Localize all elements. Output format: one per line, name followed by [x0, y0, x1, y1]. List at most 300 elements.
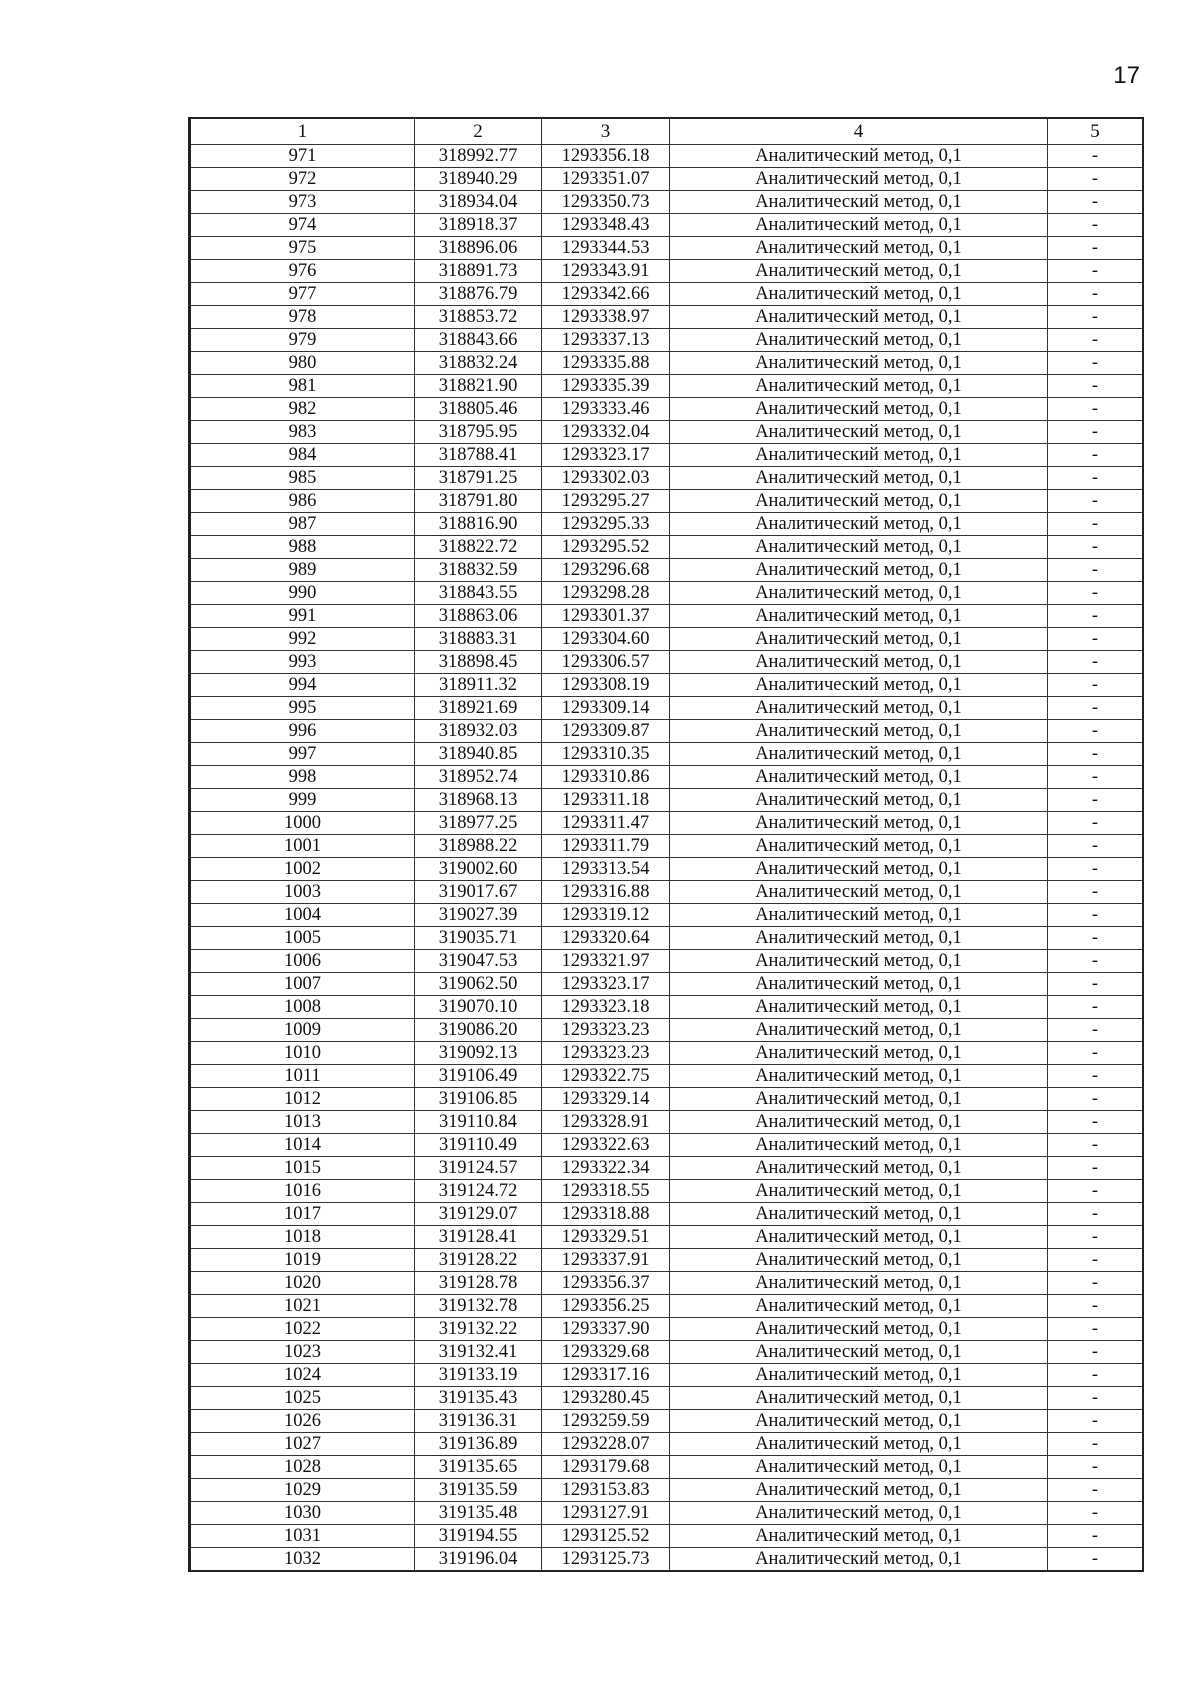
x-coordinate-cell: 318788.41 — [415, 444, 542, 467]
note-cell: - — [1048, 1249, 1144, 1272]
x-coordinate-cell: 318832.59 — [415, 559, 542, 582]
table-row — [190, 766, 1144, 789]
table-row — [190, 1387, 1144, 1410]
point-number-cell: 998 — [190, 766, 415, 789]
y-coordinate-cell: 1293304.60 — [542, 628, 670, 651]
table-row — [190, 927, 1144, 950]
method-accuracy-cell: Аналитический метод, 0,1 — [670, 214, 1048, 237]
table-row — [190, 605, 1144, 628]
note-cell: - — [1048, 582, 1144, 605]
note-cell: - — [1048, 628, 1144, 651]
x-coordinate-cell: 318821.90 — [415, 375, 542, 398]
table-header — [190, 118, 1144, 145]
y-coordinate-cell: 1293329.14 — [542, 1088, 670, 1111]
table-row — [190, 1525, 1144, 1548]
x-coordinate-cell: 318952.74 — [415, 766, 542, 789]
table-row — [190, 1341, 1144, 1364]
x-coordinate-cell: 319135.65 — [415, 1456, 542, 1479]
table-row — [190, 789, 1144, 812]
y-coordinate-cell: 1293329.68 — [542, 1341, 670, 1364]
point-number-cell: 1006 — [190, 950, 415, 973]
method-accuracy-cell: Аналитический метод, 0,1 — [670, 421, 1048, 444]
note-cell: - — [1048, 1387, 1144, 1410]
note-cell: - — [1048, 214, 1144, 237]
x-coordinate-cell: 318911.32 — [415, 674, 542, 697]
table-row — [190, 352, 1144, 375]
x-coordinate-cell: 318921.69 — [415, 697, 542, 720]
x-coordinate-cell: 318843.55 — [415, 582, 542, 605]
point-number-cell: 992 — [190, 628, 415, 651]
method-accuracy-cell: Аналитический метод, 0,1 — [670, 1042, 1048, 1065]
y-coordinate-cell: 1293309.14 — [542, 697, 670, 720]
x-coordinate-cell: 319128.78 — [415, 1272, 542, 1295]
point-number-cell: 1016 — [190, 1180, 415, 1203]
x-coordinate-cell: 319128.41 — [415, 1226, 542, 1249]
note-cell: - — [1048, 260, 1144, 283]
y-coordinate-cell: 1293320.64 — [542, 927, 670, 950]
method-accuracy-cell: Аналитический метод, 0,1 — [670, 1088, 1048, 1111]
note-cell: - — [1048, 1295, 1144, 1318]
table-row — [190, 513, 1144, 536]
method-accuracy-cell: Аналитический метод, 0,1 — [670, 283, 1048, 306]
point-number-cell: 1000 — [190, 812, 415, 835]
table-row — [190, 881, 1144, 904]
method-accuracy-cell: Аналитический метод, 0,1 — [670, 1134, 1048, 1157]
point-number-cell: 1001 — [190, 835, 415, 858]
method-accuracy-cell: Аналитический метод, 0,1 — [670, 1203, 1048, 1226]
y-coordinate-cell: 1293322.34 — [542, 1157, 670, 1180]
x-coordinate-cell: 319129.07 — [415, 1203, 542, 1226]
table-row — [190, 1548, 1144, 1572]
point-number-cell: 1014 — [190, 1134, 415, 1157]
point-number-cell: 1013 — [190, 1111, 415, 1134]
method-accuracy-cell: Аналитический метод, 0,1 — [670, 743, 1048, 766]
point-number-cell: 1030 — [190, 1502, 415, 1525]
y-coordinate-cell: 1293337.91 — [542, 1249, 670, 1272]
y-coordinate-cell: 1293302.03 — [542, 467, 670, 490]
point-number-cell: 995 — [190, 697, 415, 720]
y-coordinate-cell: 1293322.63 — [542, 1134, 670, 1157]
note-cell: - — [1048, 743, 1144, 766]
y-coordinate-cell: 1293301.37 — [542, 605, 670, 628]
note-cell: - — [1048, 927, 1144, 950]
method-accuracy-cell: Аналитический метод, 0,1 — [670, 329, 1048, 352]
y-coordinate-cell: 1293125.73 — [542, 1548, 670, 1572]
point-number-cell: 990 — [190, 582, 415, 605]
y-coordinate-cell: 1293356.25 — [542, 1295, 670, 1318]
point-number-cell: 1032 — [190, 1548, 415, 1572]
table-row — [190, 559, 1144, 582]
table-row — [190, 1272, 1144, 1295]
method-accuracy-cell: Аналитический метод, 0,1 — [670, 1502, 1048, 1525]
table-row — [190, 1502, 1144, 1525]
point-number-cell: 1015 — [190, 1157, 415, 1180]
x-coordinate-cell: 318863.06 — [415, 605, 542, 628]
method-accuracy-cell: Аналитический метод, 0,1 — [670, 513, 1048, 536]
table-row — [190, 651, 1144, 674]
y-coordinate-cell: 1293329.51 — [542, 1226, 670, 1249]
point-number-cell: 978 — [190, 306, 415, 329]
x-coordinate-cell: 319110.49 — [415, 1134, 542, 1157]
point-number-cell: 972 — [190, 168, 415, 191]
x-coordinate-cell: 318932.03 — [415, 720, 542, 743]
point-number-cell: 1019 — [190, 1249, 415, 1272]
y-coordinate-cell: 1293323.23 — [542, 1042, 670, 1065]
point-number-cell: 1002 — [190, 858, 415, 881]
note-cell: - — [1048, 1042, 1144, 1065]
note-cell: - — [1048, 766, 1144, 789]
y-coordinate-cell: 1293323.17 — [542, 973, 670, 996]
table-row — [190, 720, 1144, 743]
method-accuracy-cell: Аналитический метод, 0,1 — [670, 260, 1048, 283]
method-accuracy-cell: Аналитический метод, 0,1 — [670, 1410, 1048, 1433]
y-coordinate-cell: 1293356.37 — [542, 1272, 670, 1295]
point-number-cell: 983 — [190, 421, 415, 444]
point-number-cell: 981 — [190, 375, 415, 398]
x-coordinate-cell: 319124.72 — [415, 1180, 542, 1203]
note-cell: - — [1048, 858, 1144, 881]
note-cell: - — [1048, 1525, 1144, 1548]
x-coordinate-cell: 318853.72 — [415, 306, 542, 329]
point-number-cell: 987 — [190, 513, 415, 536]
table-row — [190, 1456, 1144, 1479]
point-number-cell: 977 — [190, 283, 415, 306]
method-accuracy-cell: Аналитический метод, 0,1 — [670, 1065, 1048, 1088]
table-row — [190, 306, 1144, 329]
x-coordinate-cell: 319194.55 — [415, 1525, 542, 1548]
table-row — [190, 467, 1144, 490]
table-row — [190, 1088, 1144, 1111]
y-coordinate-cell: 1293317.16 — [542, 1364, 670, 1387]
table-row — [190, 1410, 1144, 1433]
method-accuracy-cell: Аналитический метод, 0,1 — [670, 628, 1048, 651]
point-number-cell: 975 — [190, 237, 415, 260]
point-number-cell: 1031 — [190, 1525, 415, 1548]
y-coordinate-cell: 1293319.12 — [542, 904, 670, 927]
note-cell: - — [1048, 973, 1144, 996]
x-coordinate-cell: 319136.31 — [415, 1410, 542, 1433]
table-row — [190, 582, 1144, 605]
method-accuracy-cell: Аналитический метод, 0,1 — [670, 237, 1048, 260]
table-row — [190, 812, 1144, 835]
point-number-cell: 994 — [190, 674, 415, 697]
method-accuracy-cell: Аналитический метод, 0,1 — [670, 1226, 1048, 1249]
x-coordinate-cell: 318805.46 — [415, 398, 542, 421]
x-coordinate-cell: 318940.85 — [415, 743, 542, 766]
method-accuracy-cell: Аналитический метод, 0,1 — [670, 720, 1048, 743]
table-row — [190, 490, 1144, 513]
note-cell: - — [1048, 467, 1144, 490]
x-coordinate-cell: 319070.10 — [415, 996, 542, 1019]
point-number-cell: 1009 — [190, 1019, 415, 1042]
x-coordinate-cell: 318934.04 — [415, 191, 542, 214]
column-header-1: 1 — [190, 118, 415, 145]
column-header-2: 2 — [415, 118, 542, 145]
table-row — [190, 743, 1144, 766]
point-number-cell: 1023 — [190, 1341, 415, 1364]
table-row — [190, 1180, 1144, 1203]
y-coordinate-cell: 1293259.59 — [542, 1410, 670, 1433]
note-cell: - — [1048, 490, 1144, 513]
point-number-cell: 973 — [190, 191, 415, 214]
table-row — [190, 973, 1144, 996]
y-coordinate-cell: 1293337.13 — [542, 329, 670, 352]
x-coordinate-cell: 318795.95 — [415, 421, 542, 444]
table-row — [190, 1433, 1144, 1456]
point-number-cell: 986 — [190, 490, 415, 513]
method-accuracy-cell: Аналитический метод, 0,1 — [670, 582, 1048, 605]
method-accuracy-cell: Аналитический метод, 0,1 — [670, 1295, 1048, 1318]
note-cell: - — [1048, 674, 1144, 697]
point-number-cell: 971 — [190, 145, 415, 168]
table-row — [190, 1042, 1144, 1065]
point-number-cell: 1005 — [190, 927, 415, 950]
y-coordinate-cell: 1293309.87 — [542, 720, 670, 743]
point-number-cell: 991 — [190, 605, 415, 628]
point-number-cell: 976 — [190, 260, 415, 283]
method-accuracy-cell: Аналитический метод, 0,1 — [670, 1364, 1048, 1387]
table-row — [190, 674, 1144, 697]
y-coordinate-cell: 1293318.55 — [542, 1180, 670, 1203]
point-number-cell: 979 — [190, 329, 415, 352]
point-number-cell: 988 — [190, 536, 415, 559]
x-coordinate-cell: 319132.78 — [415, 1295, 542, 1318]
x-coordinate-cell: 319136.89 — [415, 1433, 542, 1456]
point-number-cell: 999 — [190, 789, 415, 812]
x-coordinate-cell: 319047.53 — [415, 950, 542, 973]
method-accuracy-cell: Аналитический метод, 0,1 — [670, 835, 1048, 858]
note-cell: - — [1048, 1134, 1144, 1157]
y-coordinate-cell: 1293323.17 — [542, 444, 670, 467]
x-coordinate-cell: 319132.22 — [415, 1318, 542, 1341]
note-cell: - — [1048, 513, 1144, 536]
table-row — [190, 950, 1144, 973]
point-number-cell: 985 — [190, 467, 415, 490]
point-number-cell: 1022 — [190, 1318, 415, 1341]
point-number-cell: 1017 — [190, 1203, 415, 1226]
note-cell: - — [1048, 1456, 1144, 1479]
table-row — [190, 237, 1144, 260]
x-coordinate-cell: 319110.84 — [415, 1111, 542, 1134]
note-cell: - — [1048, 375, 1144, 398]
point-number-cell: 1003 — [190, 881, 415, 904]
y-coordinate-cell: 1293322.75 — [542, 1065, 670, 1088]
y-coordinate-cell: 1293348.43 — [542, 214, 670, 237]
x-coordinate-cell: 318940.29 — [415, 168, 542, 191]
x-coordinate-cell: 318832.24 — [415, 352, 542, 375]
y-coordinate-cell: 1293338.97 — [542, 306, 670, 329]
note-cell: - — [1048, 283, 1144, 306]
point-number-cell: 1028 — [190, 1456, 415, 1479]
method-accuracy-cell: Аналитический метод, 0,1 — [670, 306, 1048, 329]
method-accuracy-cell: Аналитический метод, 0,1 — [670, 352, 1048, 375]
note-cell: - — [1048, 1502, 1144, 1525]
page-number: 17 — [1113, 62, 1140, 89]
table-row — [190, 835, 1144, 858]
x-coordinate-cell: 319128.22 — [415, 1249, 542, 1272]
note-cell: - — [1048, 1226, 1144, 1249]
method-accuracy-cell: Аналитический метод, 0,1 — [670, 950, 1048, 973]
note-cell: - — [1048, 1019, 1144, 1042]
y-coordinate-cell: 1293356.18 — [542, 145, 670, 168]
y-coordinate-cell: 1293296.68 — [542, 559, 670, 582]
table-row — [190, 1157, 1144, 1180]
x-coordinate-cell: 318883.31 — [415, 628, 542, 651]
method-accuracy-cell: Аналитический метод, 0,1 — [670, 1318, 1048, 1341]
method-accuracy-cell: Аналитический метод, 0,1 — [670, 881, 1048, 904]
note-cell: - — [1048, 329, 1144, 352]
point-number-cell: 1020 — [190, 1272, 415, 1295]
method-accuracy-cell: Аналитический метод, 0,1 — [670, 1111, 1048, 1134]
table-row — [190, 214, 1144, 237]
column-header-4: 4 — [670, 118, 1048, 145]
method-accuracy-cell: Аналитический метод, 0,1 — [670, 996, 1048, 1019]
y-coordinate-cell: 1293310.35 — [542, 743, 670, 766]
point-number-cell: 980 — [190, 352, 415, 375]
table-row — [190, 1203, 1144, 1226]
column-header-5: 5 — [1048, 118, 1144, 145]
y-coordinate-cell: 1293295.52 — [542, 536, 670, 559]
note-cell: - — [1048, 1203, 1144, 1226]
point-number-cell: 982 — [190, 398, 415, 421]
point-number-cell: 1027 — [190, 1433, 415, 1456]
point-number-cell: 974 — [190, 214, 415, 237]
method-accuracy-cell: Аналитический метод, 0,1 — [670, 1387, 1048, 1410]
x-coordinate-cell: 319135.59 — [415, 1479, 542, 1502]
note-cell: - — [1048, 1157, 1144, 1180]
y-coordinate-cell: 1293280.45 — [542, 1387, 670, 1410]
y-coordinate-cell: 1293351.07 — [542, 168, 670, 191]
method-accuracy-cell: Аналитический метод, 0,1 — [670, 536, 1048, 559]
point-number-cell: 989 — [190, 559, 415, 582]
point-number-cell: 1008 — [190, 996, 415, 1019]
method-accuracy-cell: Аналитический метод, 0,1 — [670, 444, 1048, 467]
method-accuracy-cell: Аналитический метод, 0,1 — [670, 812, 1048, 835]
x-coordinate-cell: 318876.79 — [415, 283, 542, 306]
method-accuracy-cell: Аналитический метод, 0,1 — [670, 1157, 1048, 1180]
table-row — [190, 1249, 1144, 1272]
x-coordinate-cell: 318896.06 — [415, 237, 542, 260]
x-coordinate-cell: 318822.72 — [415, 536, 542, 559]
y-coordinate-cell: 1293333.46 — [542, 398, 670, 421]
y-coordinate-cell: 1293323.18 — [542, 996, 670, 1019]
y-coordinate-cell: 1293295.33 — [542, 513, 670, 536]
column-header-3: 3 — [542, 118, 670, 145]
y-coordinate-cell: 1293228.07 — [542, 1433, 670, 1456]
x-coordinate-cell: 319133.19 — [415, 1364, 542, 1387]
note-cell: - — [1048, 145, 1144, 168]
x-coordinate-cell: 319135.43 — [415, 1387, 542, 1410]
note-cell: - — [1048, 168, 1144, 191]
point-number-cell: 1024 — [190, 1364, 415, 1387]
point-number-cell: 1010 — [190, 1042, 415, 1065]
table-row — [190, 536, 1144, 559]
note-cell: - — [1048, 1341, 1144, 1364]
y-coordinate-cell: 1293298.28 — [542, 582, 670, 605]
table-row — [190, 260, 1144, 283]
point-number-cell: 993 — [190, 651, 415, 674]
note-cell: - — [1048, 812, 1144, 835]
table-row — [190, 1226, 1144, 1249]
y-coordinate-cell: 1293343.91 — [542, 260, 670, 283]
x-coordinate-cell: 318977.25 — [415, 812, 542, 835]
y-coordinate-cell: 1293308.19 — [542, 674, 670, 697]
method-accuracy-cell: Аналитический метод, 0,1 — [670, 191, 1048, 214]
table-row — [190, 858, 1144, 881]
method-accuracy-cell: Аналитический метод, 0,1 — [670, 1548, 1048, 1572]
note-cell: - — [1048, 904, 1144, 927]
y-coordinate-cell: 1293125.52 — [542, 1525, 670, 1548]
table-row — [190, 398, 1144, 421]
x-coordinate-cell: 319196.04 — [415, 1548, 542, 1572]
note-cell: - — [1048, 536, 1144, 559]
method-accuracy-cell: Аналитический метод, 0,1 — [670, 605, 1048, 628]
y-coordinate-cell: 1293337.90 — [542, 1318, 670, 1341]
x-coordinate-cell: 319017.67 — [415, 881, 542, 904]
note-cell: - — [1048, 697, 1144, 720]
table-row — [190, 191, 1144, 214]
table-row — [190, 329, 1144, 352]
x-coordinate-cell: 318891.73 — [415, 260, 542, 283]
table-body — [190, 145, 1144, 1572]
table-row — [190, 421, 1144, 444]
note-cell: - — [1048, 1479, 1144, 1502]
point-number-cell: 1026 — [190, 1410, 415, 1433]
x-coordinate-cell: 318988.22 — [415, 835, 542, 858]
table-row — [190, 283, 1144, 306]
y-coordinate-cell: 1293335.39 — [542, 375, 670, 398]
y-coordinate-cell: 1293311.79 — [542, 835, 670, 858]
method-accuracy-cell: Аналитический метод, 0,1 — [670, 1180, 1048, 1203]
note-cell: - — [1048, 881, 1144, 904]
point-number-cell: 1007 — [190, 973, 415, 996]
y-coordinate-cell: 1293350.73 — [542, 191, 670, 214]
method-accuracy-cell: Аналитический метод, 0,1 — [670, 168, 1048, 191]
table-row — [190, 697, 1144, 720]
y-coordinate-cell: 1293311.18 — [542, 789, 670, 812]
x-coordinate-cell: 319135.48 — [415, 1502, 542, 1525]
x-coordinate-cell: 319035.71 — [415, 927, 542, 950]
method-accuracy-cell: Аналитический метод, 0,1 — [670, 904, 1048, 927]
method-accuracy-cell: Аналитический метод, 0,1 — [670, 858, 1048, 881]
y-coordinate-cell: 1293316.88 — [542, 881, 670, 904]
y-coordinate-cell: 1293321.97 — [542, 950, 670, 973]
table-row — [190, 1065, 1144, 1088]
method-accuracy-cell: Аналитический метод, 0,1 — [670, 1341, 1048, 1364]
point-number-cell: 1012 — [190, 1088, 415, 1111]
note-cell: - — [1048, 1318, 1144, 1341]
x-coordinate-cell: 318816.90 — [415, 513, 542, 536]
note-cell: - — [1048, 237, 1144, 260]
x-coordinate-cell: 318918.37 — [415, 214, 542, 237]
method-accuracy-cell: Аналитический метод, 0,1 — [670, 1456, 1048, 1479]
y-coordinate-cell: 1293295.27 — [542, 490, 670, 513]
table-row — [190, 1479, 1144, 1502]
x-coordinate-cell: 318992.77 — [415, 145, 542, 168]
note-cell: - — [1048, 559, 1144, 582]
x-coordinate-cell: 319062.50 — [415, 973, 542, 996]
method-accuracy-cell: Аналитический метод, 0,1 — [670, 1479, 1048, 1502]
x-coordinate-cell: 318968.13 — [415, 789, 542, 812]
y-coordinate-cell: 1293310.86 — [542, 766, 670, 789]
table-row — [190, 1019, 1144, 1042]
x-coordinate-cell: 318791.80 — [415, 490, 542, 513]
note-cell: - — [1048, 789, 1144, 812]
table-row — [190, 375, 1144, 398]
point-number-cell: 996 — [190, 720, 415, 743]
note-cell: - — [1048, 1180, 1144, 1203]
point-number-cell: 1025 — [190, 1387, 415, 1410]
